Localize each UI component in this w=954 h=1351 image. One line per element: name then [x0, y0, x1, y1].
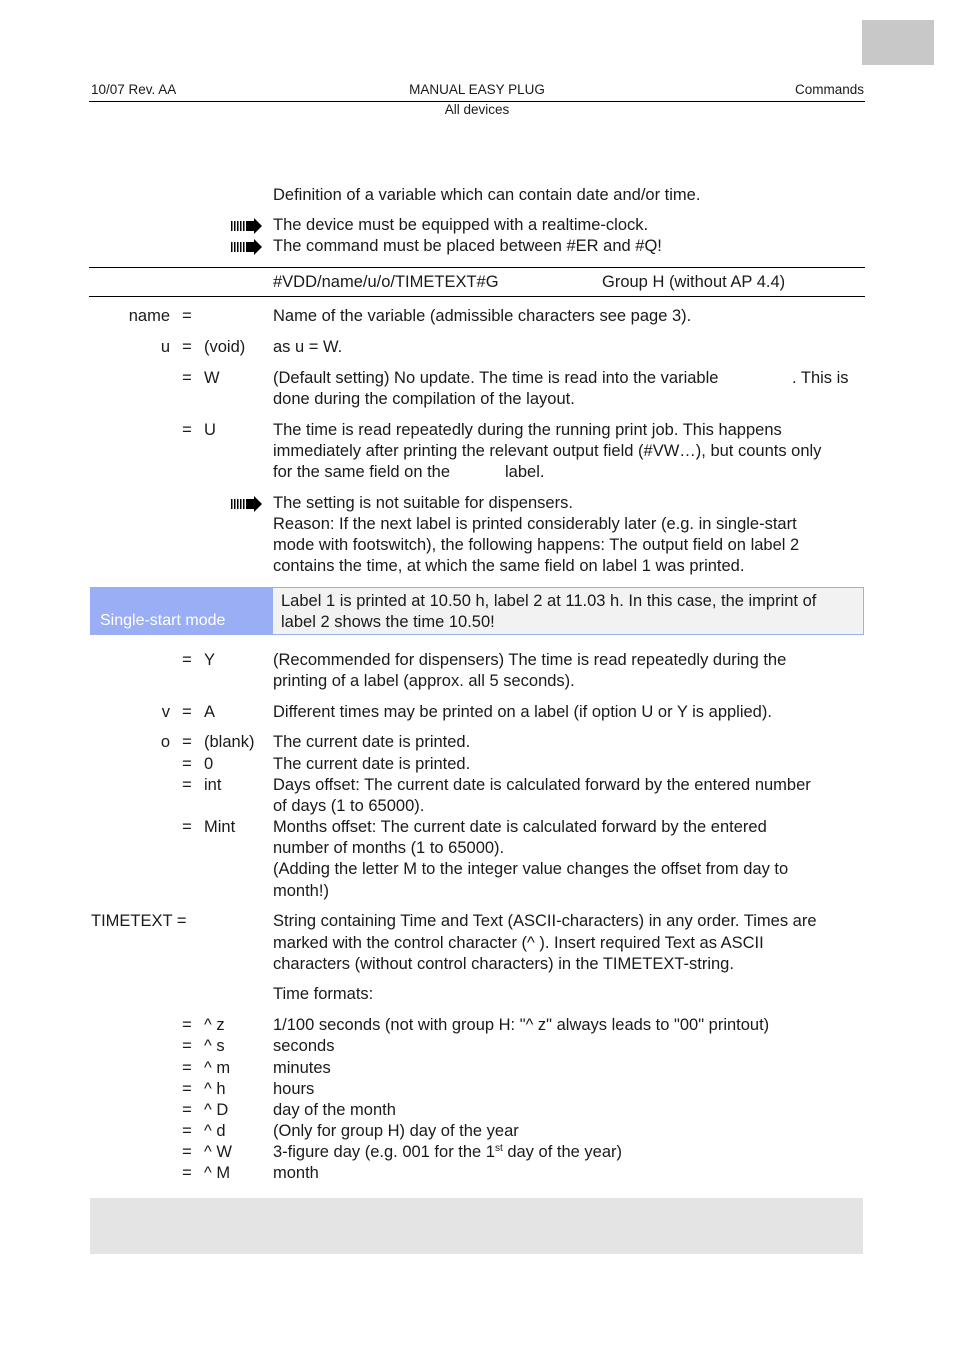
format-code: ^ d [204, 1122, 226, 1140]
option-y-desc-line1: (Recommended for dispensers) The time is read repeatedly during the [273, 651, 787, 669]
note-realtime-clock: The device must be equipped with a realtime-clock. [273, 216, 649, 234]
format-desc [273, 1142, 865, 1163]
header-revision: 10/07 Rev. AA [91, 82, 177, 97]
syntax-bottom-rule [89, 296, 865, 297]
param-name-label: name [128, 307, 170, 325]
option-int-desc-line1: Days offset: The current date is calculated forward by the entered number [273, 776, 811, 794]
equals-sign: = [182, 776, 192, 794]
pointing-hand-arrow-icon [231, 218, 263, 234]
syntax-group: Group H (without AP 4.4) [602, 273, 786, 291]
option-blank: (blank) [204, 733, 255, 751]
header-section: Commands [794, 82, 864, 97]
format-code: ^ h [204, 1080, 226, 1098]
syntax-command: #VDD/name/u/o/TIMETEXT#G [273, 273, 499, 291]
format-desc-part2: day of the year) [502, 1143, 622, 1161]
format-code: ^ m [204, 1059, 231, 1077]
example-label [90, 587, 272, 635]
equals-sign: = [182, 703, 192, 721]
option-u-desc-line3a: for the same field on the [273, 463, 451, 481]
option-int: int [204, 776, 222, 794]
equals-sign: = [182, 307, 192, 325]
corner-tab [862, 20, 934, 65]
param-timetext-label: TIMETEXT = [91, 912, 187, 930]
example-text-line2: label 2 shows the time 10.50! [281, 613, 495, 631]
equals-sign: = [182, 1143, 192, 1161]
option-zero: 0 [204, 755, 214, 773]
param-name-desc: Name of the variable (admissible characters see page 3). [273, 307, 692, 325]
format-code: ^ M [204, 1164, 231, 1182]
format-desc: month [273, 1164, 319, 1182]
option-mint-desc-line1: Months offset: The current date is calculated forward by the entered [273, 818, 767, 836]
warning-line2: Reason: If the next label is printed considerably later (e.g. in single-start [273, 515, 797, 533]
header-title: MANUAL EASY PLUG [409, 82, 545, 97]
option-blank-desc: The current date is printed. [273, 733, 471, 751]
option-u-desc-line3b: label. [505, 463, 545, 481]
format-desc-superscript: st [494, 1143, 503, 1154]
format-desc: seconds [273, 1037, 335, 1055]
option-void-desc: as u = W. [273, 338, 343, 356]
example-box [272, 587, 864, 635]
format-desc: hours [273, 1080, 315, 1098]
option-u-desc-line1: The time is read repeatedly during the running print job. This happens [273, 421, 782, 439]
equals-sign: = [182, 369, 192, 387]
option-mint-desc-line2: number of months (1 to 65000). [273, 839, 505, 857]
equals-sign: = [182, 338, 192, 356]
option-w-desc-line1: (Default setting) No update. The time is read into the variable [273, 369, 719, 387]
time-formats-heading: Time formats: [273, 985, 374, 1003]
equals-sign: = [182, 1016, 192, 1034]
equals-sign: = [182, 1080, 192, 1098]
equals-sign: = [182, 1101, 192, 1119]
syntax-top-rule [89, 267, 865, 268]
option-mint: Mint [204, 818, 236, 836]
option-mint-desc-line4: month!) [273, 882, 329, 900]
param-u-label: u [160, 338, 170, 356]
note-placement: The command must be placed between #ER and #Q! [273, 237, 662, 255]
equals-sign: = [182, 818, 192, 836]
option-void: (void) [204, 338, 246, 356]
equals-sign: = [182, 755, 192, 773]
equals-sign: = [182, 1164, 192, 1182]
equals-sign: = [182, 733, 192, 751]
equals-sign: = [182, 1122, 192, 1140]
format-desc: (Only for group H) day of the year [273, 1122, 519, 1140]
format-code: ^ D [204, 1101, 229, 1119]
definition-text: Definition of a variable which can contain date and/or time. [273, 186, 701, 204]
footer-bar [90, 1198, 863, 1254]
option-w: W [204, 369, 220, 387]
option-int-desc-line2: of days (1 to 65000). [273, 797, 425, 815]
format-desc: 1/100 seconds (not with group H: "^ z" always leads to "00" printout) [273, 1016, 770, 1034]
example-text [281, 591, 857, 633]
format-desc-part1: 3-figure day (e.g. 001 for the 1 [273, 1143, 495, 1161]
format-desc: minutes [273, 1059, 331, 1077]
warning-line4: contains the time, at which the same field on label 1 was printed. [273, 557, 745, 575]
format-desc: day of the month [273, 1101, 396, 1119]
format-code: ^ s [204, 1037, 225, 1055]
header-subtitle: All devices [444, 102, 510, 117]
pointing-hand-arrow-icon [231, 239, 263, 255]
option-u-desc-line2: immediately after printing the relevant output field (#VW…), but counts only [273, 442, 822, 460]
warning-line3: mode with footswitch), the following happens: The output field on label 2 [273, 536, 800, 554]
equals-sign: = [182, 421, 192, 439]
format-code: ^ z [204, 1016, 225, 1034]
option-a: A [204, 703, 216, 721]
equals-sign: = [182, 1037, 192, 1055]
option-zero-desc: The current date is printed. [273, 755, 471, 773]
equals-sign: = [182, 1059, 192, 1077]
pointing-hand-arrow-icon [231, 496, 263, 512]
option-a-desc: Different times may be printed on a label (if option U or Y is applied). [273, 703, 772, 721]
option-y-desc-line2: printing of a label (approx. all 5 seconds). [273, 672, 575, 690]
option-mint-desc-line3: (Adding the letter M to the integer value changes the offset from day to [273, 860, 789, 878]
option-y: Y [204, 651, 216, 669]
example-text-line1: Label 1 is printed at 10.50 h, label 2 at 11.03 h. In this case, the imprint of [281, 592, 817, 610]
timetext-desc-line1: String containing Time and Text (ASCII-characters) in any order. Times are [273, 912, 817, 930]
warning-line1: The setting is not suitable for dispensers. [273, 494, 573, 512]
option-w-desc-line1-end: . This is [792, 369, 849, 387]
param-o-label: o [160, 733, 170, 751]
param-v-label: v [161, 703, 170, 721]
format-code: ^ W [204, 1143, 232, 1161]
equals-sign: = [182, 651, 192, 669]
timetext-desc-line3: characters (without control characters) in the TIMETEXT-string. [273, 955, 734, 973]
example-label-text: Single-start mode [100, 612, 226, 629]
option-w-desc-line2: done during the compilation of the layout. [273, 390, 575, 408]
timetext-desc-line2: marked with the control character (^ ). Insert required Text as ASCII [273, 934, 764, 952]
option-u: U [204, 421, 216, 439]
